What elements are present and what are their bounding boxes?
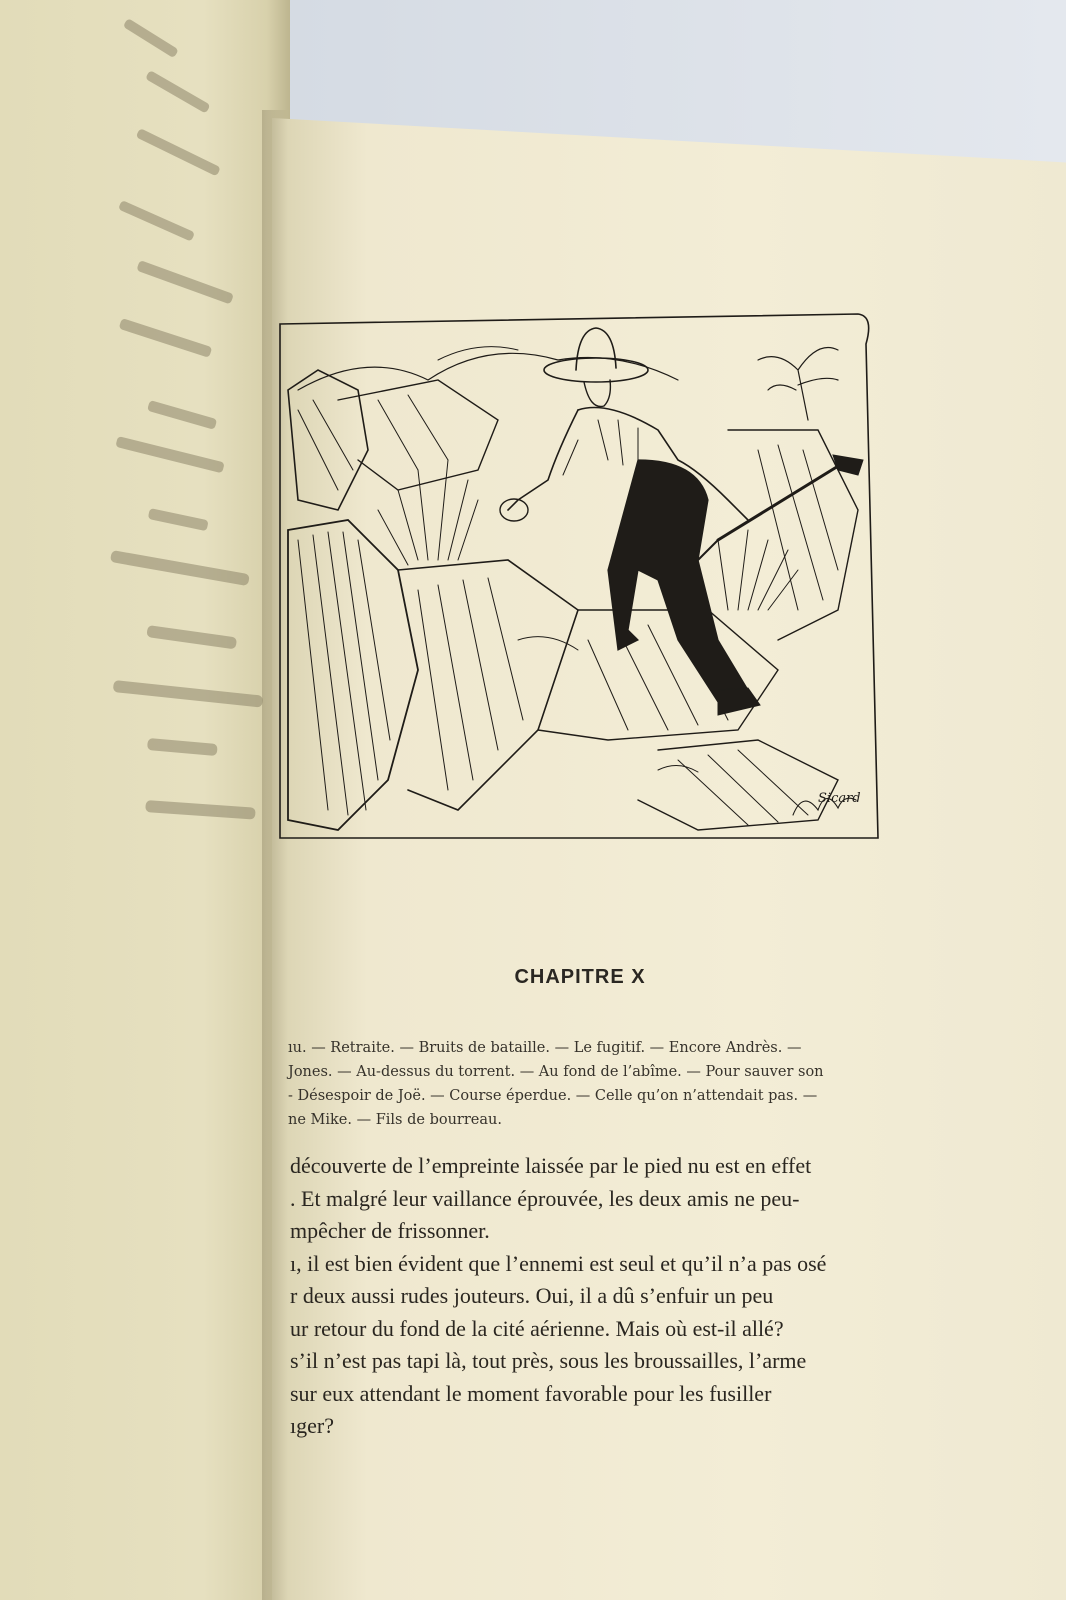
body-line: . Et malgré leur vaillance éprouvée, les deux amis ne peu- [290,1185,800,1211]
body-paragraph [290,1150,930,1443]
chapter-summary [288,1036,908,1132]
left-page [0,0,290,1600]
body-line: ur retour du fond de la cité aérienne. Mais où est-il allé? [290,1315,784,1341]
illustration-signature: Sicard [818,791,861,806]
body-line: s’il n’est pas tapi là, tout près, sous les broussailles, l’arme [290,1348,807,1373]
summary-line: Jones. — Au-dessus du torrent. — Au fond de l’abîme. — Pour sauver son [288,1064,824,1080]
left-page-blurred-text [0,0,290,1600]
body-line: r deux aussi rudes jouteurs. Oui, il a dû s’enfuir un peu [290,1283,774,1308]
body-line: sur eux attendant le moment favorable pour les fusiller [290,1380,772,1406]
body-line: ıger? [290,1413,334,1438]
chapter-heading: CHAPITRE X [514,966,646,988]
summary-line: ıu. — Retraite. — Bruits de bataille. — Le fugitif. — Encore Andrès. — [288,1040,802,1056]
engraving-illustration [278,310,882,850]
body-line: découverte de l’empreinte laissée par le pied nu est en effet [290,1153,812,1178]
summary-line: ne Mike. — Fils de bourreau. [288,1112,502,1128]
body-line: mpêcher de frissonner. [290,1218,490,1243]
summary-line: - Désespoir de Joë. — Course éperdue. — Celle qu’on n’attendait pas. — [288,1088,818,1104]
body-line: ı, il est bien évident que l’ennemi est seul et qu’il n’a pas osé [290,1250,827,1276]
